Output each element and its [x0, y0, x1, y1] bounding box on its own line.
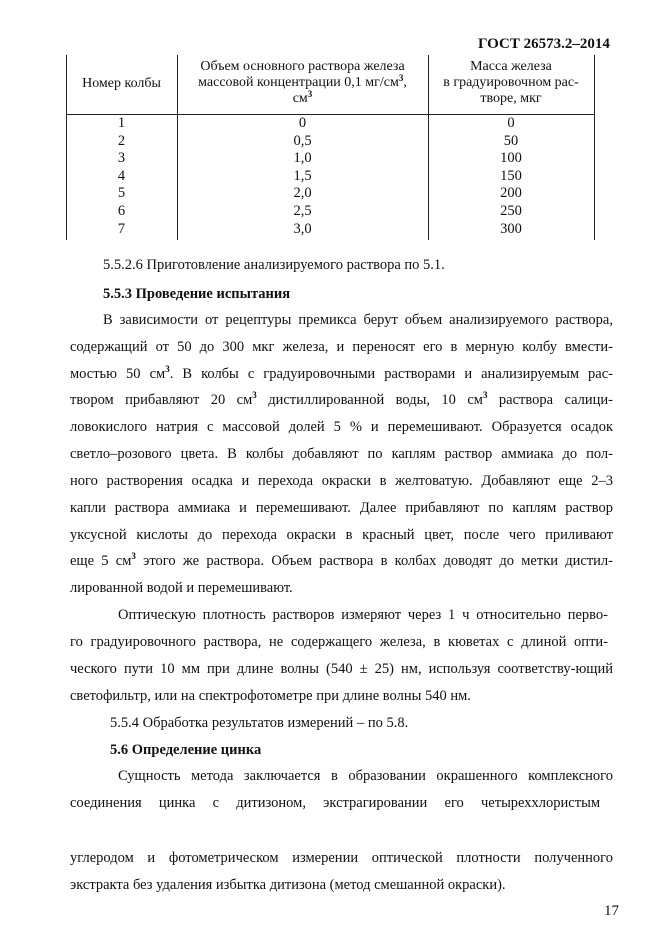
header-volume-line2	[177, 75, 428, 91]
superscript-3: 3	[131, 551, 136, 561]
heading-5-5-3: 5.5.3 Проведение испытания	[103, 286, 291, 302]
cell-volume: 1,5	[293, 167, 312, 184]
cell-mass: 0	[507, 115, 515, 131]
superscript-3: 3	[252, 390, 257, 400]
header-volume-line2-comma: ,	[403, 75, 407, 90]
paragraph-5-5-4: 5.5.4 Обработка результатов измерений – по 5.8.	[110, 715, 409, 731]
cell-flask: 6	[117, 203, 126, 219]
header-mass-line3: творе, мкг	[480, 91, 542, 106]
para2-line2: го градуировочного раствора, не содержащего железа, в кюветах с длиной опти-	[70, 634, 608, 650]
para1-line10-a: еще 5 см	[70, 553, 132, 569]
cell-mass: 200	[500, 185, 522, 202]
para1-line10-b: этого же раствора. Объем раствора в колбах доводят до метки дистил-	[135, 553, 613, 569]
header-volume-line3-text: см	[292, 91, 308, 106]
para2-line4: светофильтр, или на спектрофотометре при длине волны 540 нм.	[70, 688, 471, 704]
cell-flask: 1	[117, 115, 126, 131]
para1-line4	[70, 391, 613, 410]
para1-line4-b: дистиллированной воды, 10 см	[256, 392, 483, 408]
para1-line5: ловокислого натрия с массовой долей 5 % и перемешивают. Образуется осадок	[70, 419, 613, 435]
para2-line3: ческого пути 10 мм при длине волны (540 ± 25) нм, используя соответству-ющий	[70, 661, 613, 677]
cell-mass: 250	[500, 203, 522, 219]
superscript-3: 3	[165, 364, 170, 374]
document-header-standard: ГОСТ 26573.2–2014	[478, 36, 610, 52]
heading-5-6: 5.6 Определение цинка	[110, 742, 262, 758]
para1-line2: содержащий от 50 до 300 мкг железа, и переносят его в мерную колбу вмести-	[70, 339, 613, 355]
para3-line2: соединения цинка с дитизоном, экстрагировании его четыреххлористым	[70, 795, 600, 811]
calibration-table	[66, 55, 594, 240]
para1-line3-b: . В колбы с градуировочными растворами и анализируемым рас-	[169, 366, 613, 382]
para1-line9: уксусной кислоты до перехода окраски в красный цвет, после чего приливают	[70, 527, 613, 543]
cell-volume: 3,0	[293, 220, 312, 237]
table-header-mass	[428, 59, 594, 107]
table-header-volume	[177, 59, 428, 107]
table-header-flask: Номер колбы	[82, 76, 161, 91]
cell-volume: 2,0	[293, 185, 312, 202]
para2-line1: Оптическую плотность растворов измеряют через 1 ч относительно перво-	[118, 607, 608, 623]
cell-mass: 100	[500, 150, 522, 167]
cell-volume: 0,5	[293, 132, 312, 149]
para1-line4-c: раствора салици-	[487, 392, 613, 408]
para1-line8: капли раствора аммиака и перемешивают. Далее прибавляют по каплям раствор	[70, 500, 613, 516]
para1-line11: лированной водой и перемешивают.	[70, 580, 293, 596]
cell-volume: 1,0	[293, 150, 312, 167]
table-border-right	[594, 55, 595, 240]
para3-line1: Сущность метода заключается в образовании окрашенного комплексного	[118, 768, 613, 784]
cell-volume: 2,5	[293, 203, 312, 219]
cell-volume: 0	[298, 115, 307, 131]
cell-flask: 3	[117, 150, 126, 167]
para1-line6: светло–розового цвета. В колбы добавляют по каплям раствор аммиака до пол-	[70, 446, 613, 462]
header-mass-line1: Масса железа	[470, 59, 552, 74]
header-mass-line2: в градуировочном рас-	[443, 75, 579, 90]
para1-line3-a: мостью 50 см	[70, 366, 166, 382]
para1-line10	[70, 552, 613, 571]
para1-line3	[70, 365, 613, 384]
superscript-3: 3	[398, 73, 404, 83]
para1-line7: ного растворения осадка и перехода окраски в желтоватую. Добавляют еще 2–3	[70, 473, 613, 489]
para3-line4: экстракта без удаления избытка дитизона (метод смешанной окраски).	[70, 877, 506, 893]
cell-flask: 2	[117, 132, 126, 149]
paragraph-5-5-2-6: 5.5.2.6 Приготовление анализируемого раствора по 5.1.	[103, 257, 445, 273]
para1-line4-a: твором прибавляют 20 см	[70, 392, 253, 408]
para3-line3: углеродом и фотометрическом измерении оптической плотности полученного	[70, 850, 613, 866]
cell-mass: 300	[500, 220, 522, 237]
cell-mass: 50	[503, 132, 519, 149]
header-volume-line1: Объем основного раствора железа	[200, 59, 405, 74]
superscript-3: 3	[307, 89, 313, 99]
para1-line1: В зависимости от рецептуры премикса берут объем анализируемого раствора,	[103, 312, 613, 328]
superscript-3: 3	[482, 390, 488, 400]
page-number: 17	[604, 903, 619, 919]
cell-flask: 5	[117, 185, 126, 202]
cell-flask: 4	[117, 167, 126, 184]
cell-flask: 7	[117, 220, 126, 237]
header-volume-line2-text: массовой концентрации 0,1 мг/см	[198, 75, 399, 90]
header-volume-line3	[177, 91, 428, 107]
cell-mass: 150	[500, 167, 522, 184]
